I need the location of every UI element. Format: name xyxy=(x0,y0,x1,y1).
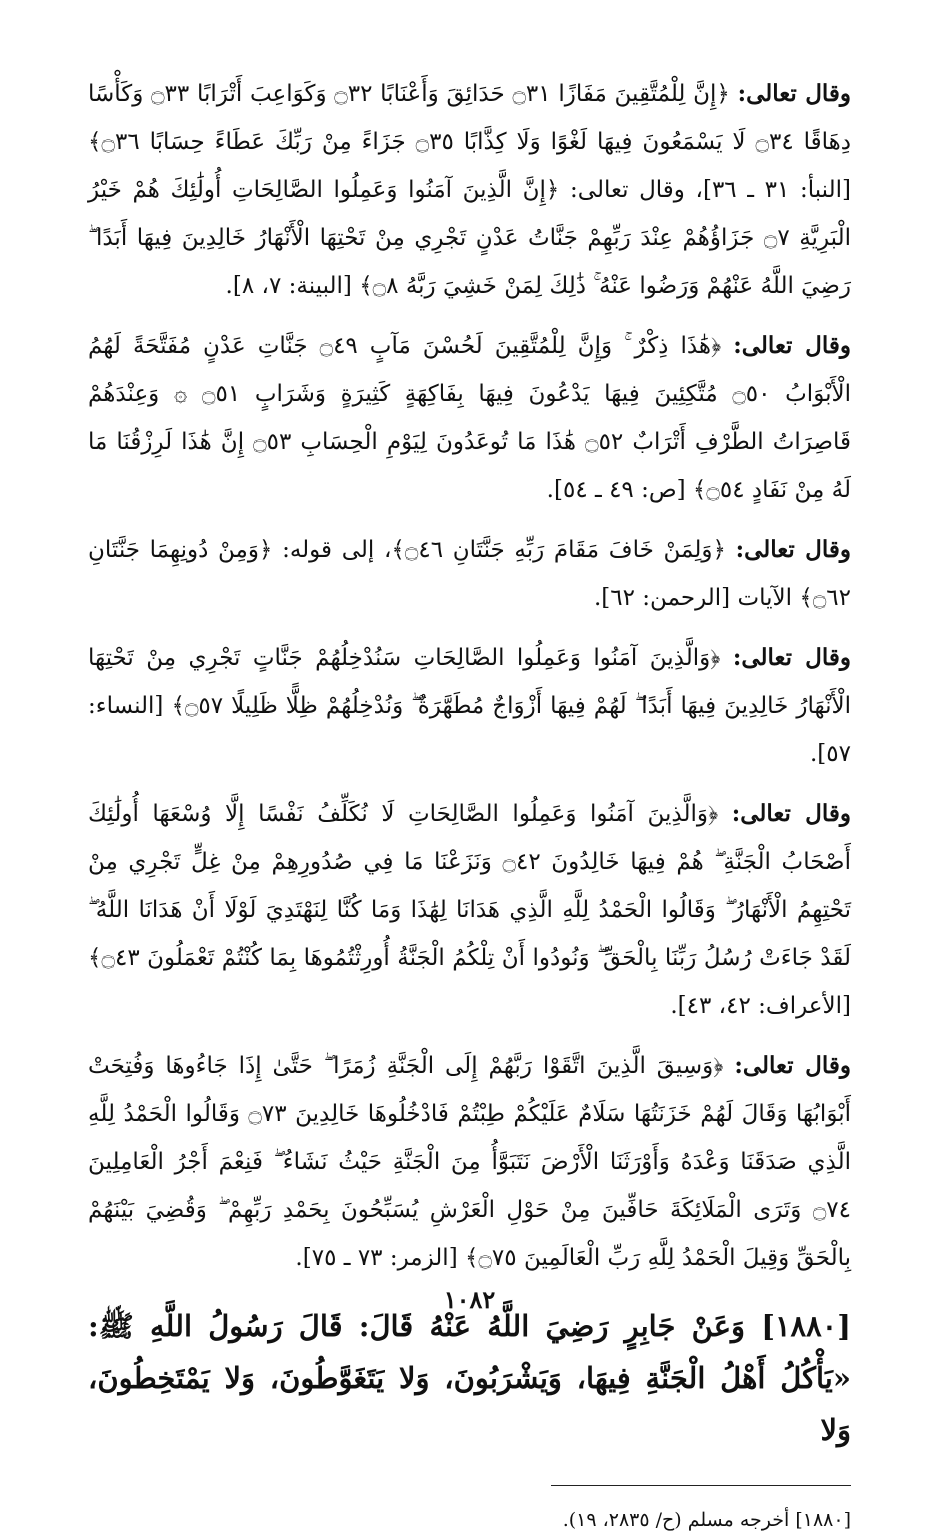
paragraph-lead: وقال تعالى: xyxy=(734,1052,851,1079)
paragraph-lead: وقال تعالى: xyxy=(732,644,851,671)
paragraph-text: ﴿وَلِمَنْ خَافَ مَقَامَ رَبِّهِ جَنَّتَانِ ۝٤٦﴾، إلى قوله: ﴿وَمِنْ دُونِهِمَا جَنَّتَانِ ۝٦٢﴾ الآيات [الرحمن: ٦٢]. xyxy=(88,537,851,611)
paragraph-lead: وقال تعالى: xyxy=(731,800,851,827)
page-number: ١٠٨٢ xyxy=(443,1285,496,1314)
paragraph-text: ﴿إِنَّ لِلْمُتَّقِينَ مَفَازًا ۝٣١ حَدَائِقَ وَأَعْنَابًا ۝٣٢ وَكَوَاعِبَ أَتْرَابًا ۝٣٣ وَكَأْسًا دِهَاقًا ۝٣٤ لَا يَسْمَعُونَ فِيهَا لَغْوًا وَلَا كِذَّابًا ۝٣٥ جَزَاءً مِنْ رَبِّكَ عَطَاءً حِسَابًا ۝٣٦﴾ [النبأ: ٣١ ـ ٣٦]، وقال تعالى: ﴿إِنَّ الَّذِينَ آمَنُوا وَعَمِلُوا الصَّالِحَاتِ أُولَٰئِكَ هُمْ خَيْرُ الْبَرِيَّةِ ۝٧ جَزَاؤُهُمْ عِنْدَ رَبِّهِمْ جَنَّاتُ عَدْنٍ تَجْرِي مِنْ تَحْتِهَا الْأَنْهَارُ خَالِدِينَ فِيهَا أَبَدًا ۖ رَضِيَ اللَّهُ عَنْهُمْ وَرَضُوا عَنْهُ ۚ ذَٰلِكَ لِمَنْ خَشِيَ رَبَّهُ ۝٨﴾ [البينة: ٧، ٨]. xyxy=(88,81,851,299)
paragraph-text: ﴿هَٰذَا ذِكْرٌ ۚ وَإِنَّ لِلْمُتَّقِينَ لَحُسْنَ مَآبٍ ۝٤٩ جَنَّاتِ عَدْنٍ مُفَتَّحَةً لَهُمُ الْأَبْوَابُ ۝٥٠ مُتَّكِئِينَ فِيهَا يَدْعُونَ فِيهَا بِفَاكِهَةٍ كَثِيرَةٍ وَشَرَابٍ ۝٥١ ۞ وَعِنْدَهُمْ قَاصِرَاتُ الطَّرْفِ أَتْرَابٌ ۝٥٢ هَٰذَا مَا تُوعَدُونَ لِيَوْمِ الْحِسَابِ ۝٥٣ إِنَّ هَٰذَا لَرِزْقُنَا مَا لَهُ مِنْ نَفَادٍ ۝٥٤﴾ [ص: ٤٩ ـ ٥٤]. xyxy=(88,333,852,503)
paragraph-6 xyxy=(88,1042,851,1282)
paragraph-text: ﴿وَالَّذِينَ آمَنُوا وَعَمِلُوا الصَّالِحَاتِ لَا نُكَلِّفُ نَفْسًا إِلَّا وُسْعَهَا أُولَٰئِكَ أَصْحَابُ الْجَنَّةِ ۖ هُمْ فِيهَا خَالِدُونَ ۝٤٢ وَنَزَعْنَا مَا فِي صُدُورِهِمْ مِنْ غِلٍّ تَجْرِي مِنْ تَحْتِهِمُ الْأَنْهَارُ ۖ وَقَالُوا الْحَمْدُ لِلَّهِ الَّذِي هَدَانَا لِهَٰذَا وَمَا كُنَّا لِنَهْتَدِيَ لَوْلَا أَنْ هَدَانَا اللَّهُ ۖ لَقَدْ جَاءَتْ رُسُلُ رَبِّنَا بِالْحَقِّ ۖ وَنُودُوا أَنْ تِلْكُمُ الْجَنَّةُ أُورِثْتُمُوهَا بِمَا كُنْتُمْ تَعْمَلُونَ ۝٤٣﴾ [الأعراف: ٤٢، ٤٣]. xyxy=(88,801,851,1019)
footnote: [١٨٨٠] أخرجه مسلم (ح/ ٢٨٣٥، ١٩). xyxy=(562,1509,851,1531)
paragraph-3 xyxy=(88,526,851,622)
paragraph-lead: وقال تعالى: xyxy=(733,332,851,359)
paragraph-4 xyxy=(88,634,851,778)
footnote-divider xyxy=(551,1485,851,1486)
paragraph-5 xyxy=(88,790,851,1030)
paragraph-lead: وقال تعالى: xyxy=(735,536,851,563)
paragraph-text: ﴿وَسِيقَ الَّذِينَ اتَّقَوْا رَبَّهُمْ إِلَى الْجَنَّةِ زُمَرًا ۖ حَتَّىٰ إِذَا جَاءُوهَا وَفُتِحَتْ أَبْوَابُهَا وَقَالَ لَهُمْ خَزَنَتُهَا سَلَامٌ عَلَيْكُمْ طِبْتُمْ فَادْخُلُوهَا خَالِدِينَ ۝٧٣ وَقَالُوا الْحَمْدُ لِلَّهِ الَّذِي صَدَقَنَا وَعْدَهُ وَأَوْرَثَنَا الْأَرْضَ نَتَبَوَّأُ مِنَ الْجَنَّةِ حَيْثُ نَشَاءُ ۖ فَنِعْمَ أَجْرُ الْعَامِلِينَ ۝٧٤ وَتَرَى الْمَلَائِكَةَ حَافِّينَ مِنْ حَوْلِ الْعَرْشِ يُسَبِّحُونَ بِحَمْدِ رَبِّهِمْ ۖ وَقُضِيَ بَيْنَهُمْ بِالْحَقِّ وَقِيلَ الْحَمْدُ لِلَّهِ رَبِّ الْعَالَمِينَ ۝٧٥﴾ [الزمر: ٧٣ ـ ٧٥]. xyxy=(88,1053,851,1271)
paragraph-2 xyxy=(88,322,851,514)
hadith-text: [١٨٨٠] وَعَنْ جَابِرٍ رَضِيَ اللَّهُ عَنْهُ قَالَ: قَالَ رَسُولُ اللَّهِ ﷺ: «يَأْكُلُ أَهْلُ الْجَنَّةِ فِيهَا، وَيَشْرَبُونَ، وَلا يَتَغَوَّطُونَ، وَلا يَمْتَخِطُونَ، وَلا xyxy=(88,1309,851,1447)
paragraph-lead: وقال تعالى: xyxy=(737,80,852,107)
paragraph-1 xyxy=(88,70,851,310)
paragraph-text: ﴿وَالَّذِينَ آمَنُوا وَعَمِلُوا الصَّالِحَاتِ سَنُدْخِلُهُمْ جَنَّاتٍ تَجْرِي مِنْ تَحْتِهَا الْأَنْهَارُ خَالِدِينَ فِيهَا أَبَدًا ۖ لَهُمْ فِيهَا أَزْوَاجٌ مُطَهَّرَةٌ ۖ وَنُدْخِلُهُمْ ظِلًّا ظَلِيلًا ۝٥٧﴾ [النساء: ٥٧]. xyxy=(88,645,851,767)
